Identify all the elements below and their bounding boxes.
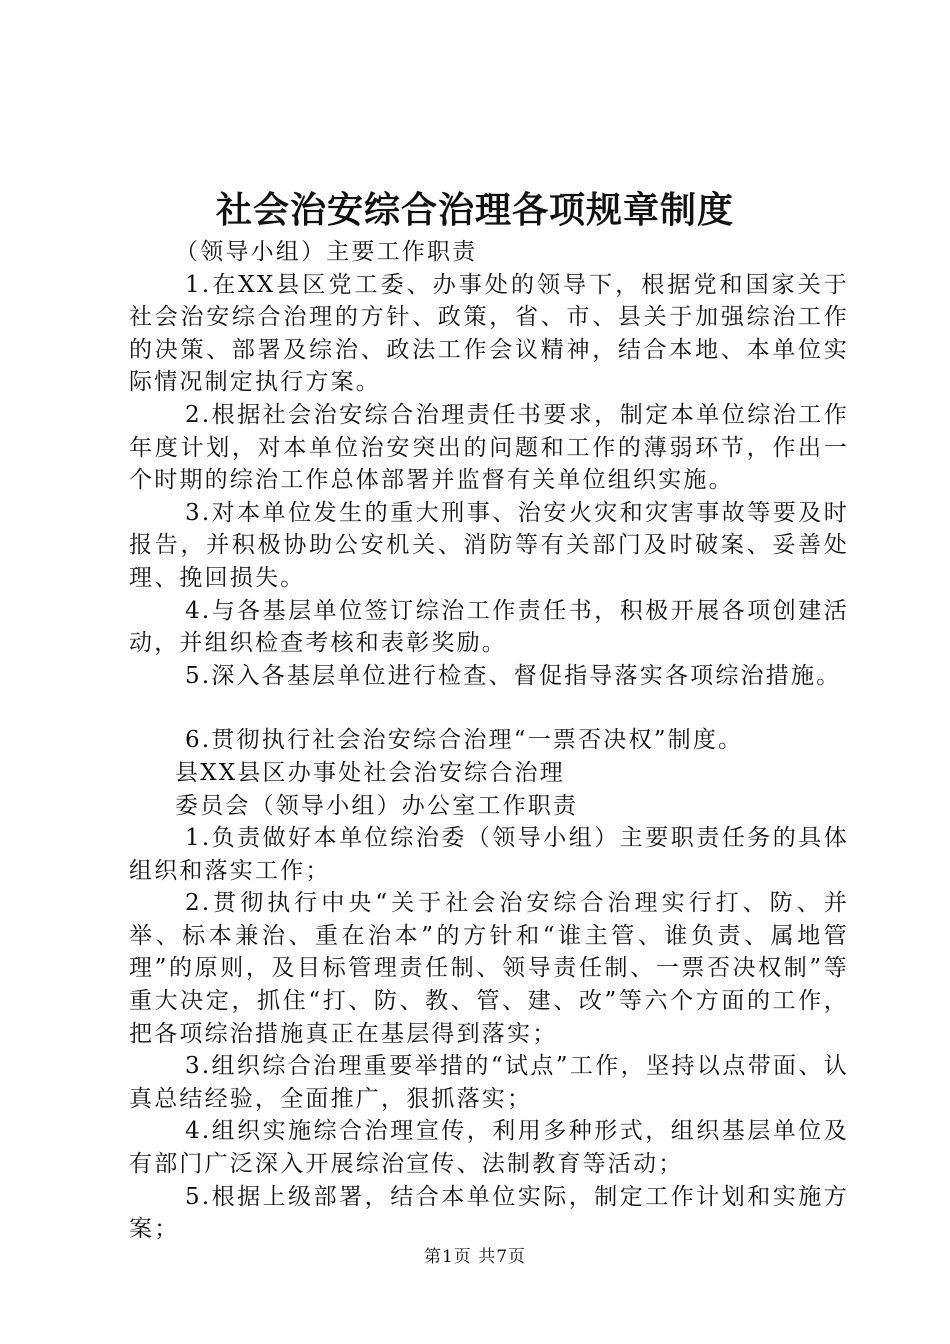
document-title: 社会治安综合治理各项规章制度 [215, 189, 734, 231]
paragraph-office-duty-5: 5.根据上级部署，结合本单位实际，制定工作计划和实施方案； [129, 1183, 849, 1243]
page-number-footer: 第1页 共7页 [423, 1247, 527, 1267]
paragraph-duty-3: 3.对本单位发生的重大刑事、治安火灾和灾害事故等要及时报告，并积极协助公安机关、消防等有关部门及时破案、妥善处理、挽回损失。 [129, 499, 849, 591]
paragraph-duty-6: 6.贯彻执行社会治安综合治理“一票否决权”制度。 [185, 727, 744, 754]
section-heading-leading-group: （领导小组）主要工作职责 [175, 239, 478, 265]
section-heading-office-line-1: 县XX县区办事处社会治安综合治理 [175, 759, 565, 786]
paragraph-duty-2: 2.根据社会治安综合治理责任书要求，制定本单位综治工作年度计划，对本单位治安突出的问题和工作的薄弱环节，作出一个时期的综治工作总体部署并监督有关单位组织实施。 [129, 401, 849, 494]
paragraph-duty-4: 4.与各基层单位签订综治工作责任书，积极开展各项创建活动，并组织检查考核和表彰奖励。 [129, 597, 849, 657]
paragraph-duty-1: 1.在XX县区党工委、办事处的领导下，根据党和国家关于社会治安综合治理的方针、政策，省、市、县关于加强综治工作的决策、部署及综治、政法工作会议精神，结合本地、本单位实际情况制定执行方案。 [129, 271, 849, 396]
paragraph-office-duty-4: 4.组织实施综合治理宣传，利用多种形式，组织基层单位及有部门广泛深入开展综治宣传、法制教育等活动； [129, 1118, 849, 1178]
paragraph-office-duty-3: 3.组织综合治理重要举措的“试点”工作，坚持以点带面、认真总结经验，全面推广，狠抓落实； [129, 1053, 849, 1112]
section-heading-office-line-2: 委员会（领导小组）办公室工作职责 [175, 792, 579, 819]
paragraph-office-duty-2: 2.贯彻执行中央“关于社会治安综合治理实行打、防、并举、标本兼治、重在治本”的方针和“谁主管、谁负责、属地管理”的原则，及目标管理责任制、领导责任制、一票否决权制”等重大决定，抓住“打、防、教、管、建、改”等六个方面的工作，把各项综治措施真正在基层得到落实； [129, 890, 849, 1047]
document-body [129, 236, 849, 1246]
paragraph-office-duty-1: 1.负责做好本单位综治委（领导小组）主要职责任务的具体组织和落实工作； [129, 825, 849, 884]
paragraph-duty-5: 5.深入各基层单位进行检查、督促指导落实各项综治措施。 [185, 662, 842, 689]
